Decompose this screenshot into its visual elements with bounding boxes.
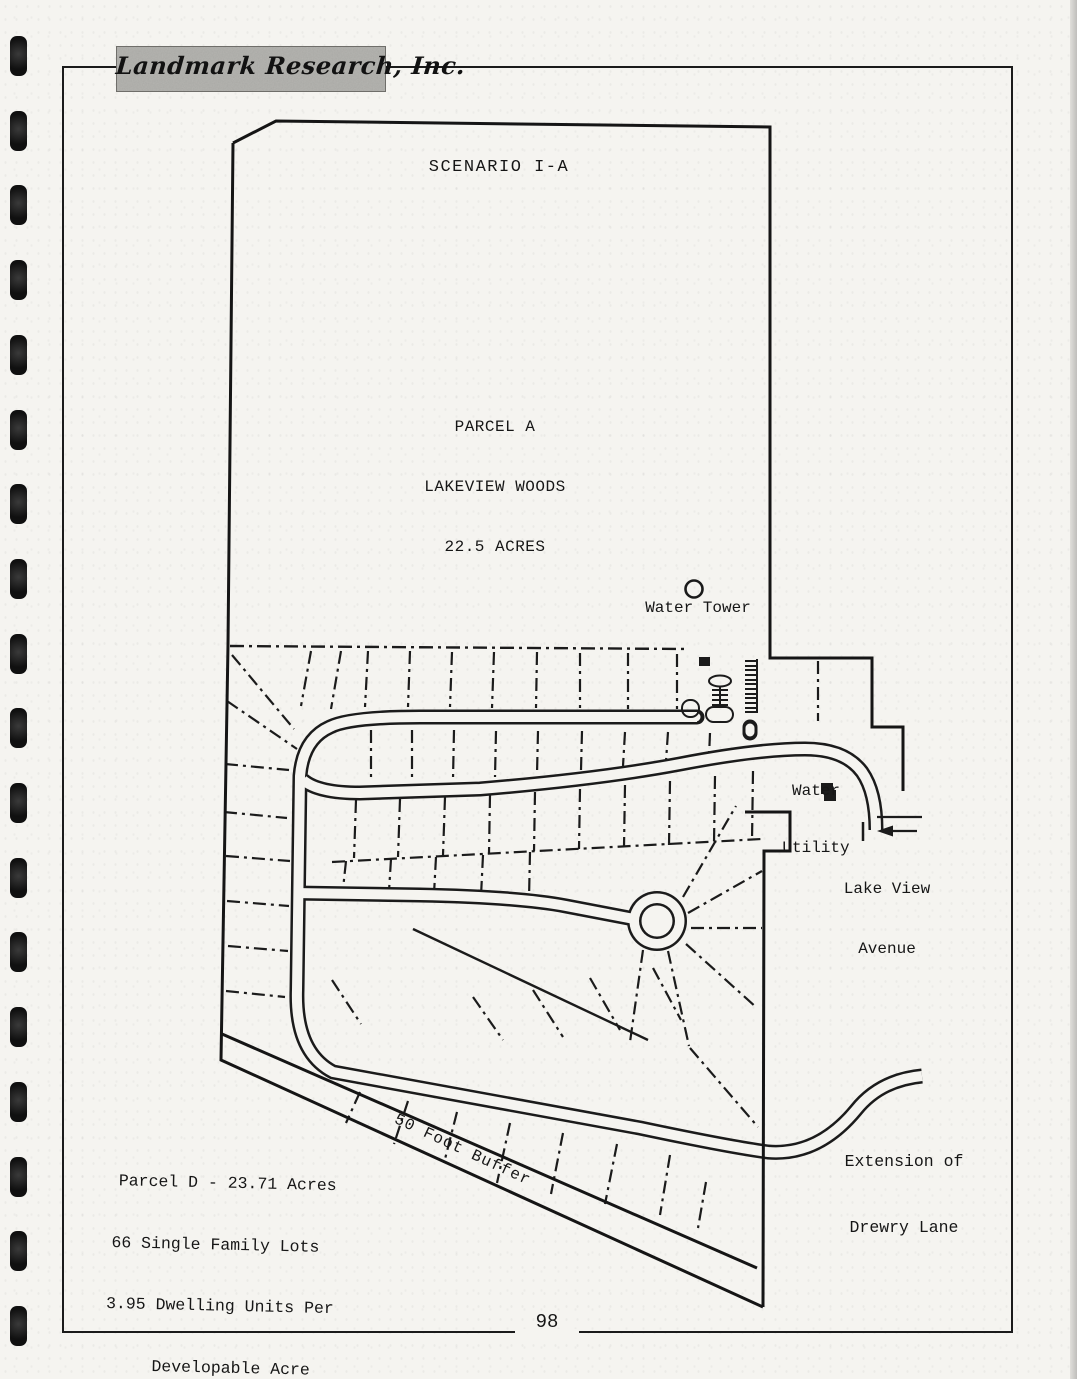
parcel-d-label — [103, 1130, 361, 1379]
logo-landmark-research — [114, 46, 467, 92]
water-utility-label: Water Utility — [782, 782, 850, 857]
cul-de-sac-island — [639, 903, 675, 939]
parcel-d-density: 3.95 Dwelling Units Per — [105, 1293, 334, 1319]
parcel-a-label — [395, 377, 595, 597]
logo-text: Landmark Research, Inc. — [114, 51, 467, 80]
water-tower-circle — [686, 581, 703, 598]
water-tower-label: Water Tower — [645, 599, 751, 617]
parcel-d-acreage: Parcel D - 23.71 Acres — [118, 1171, 337, 1196]
parcel-d-lots: 66 Single Family Lots — [111, 1232, 320, 1257]
parcel-a-subdivision: LAKEVIEW WOODS — [424, 478, 566, 496]
page-number: 98 — [535, 1311, 559, 1333]
parcel-a-acreage: 22.5 ACRES — [444, 538, 546, 556]
drewry-lane-label: Extension of Drewry Lane — [844, 1152, 964, 1237]
lot-block-divider — [413, 929, 648, 1040]
buffer-label: 50 Foot Buffer — [391, 1110, 534, 1190]
parcel-d-north-boundary — [230, 646, 688, 649]
parcel-a-name: PARCEL A — [454, 418, 536, 436]
parcel-d-density2: Developable Acre — [151, 1356, 311, 1379]
plan-title: SCENARIO I-A — [428, 158, 570, 177]
lake-view-avenue-label: Lake View Avenue — [843, 880, 931, 958]
